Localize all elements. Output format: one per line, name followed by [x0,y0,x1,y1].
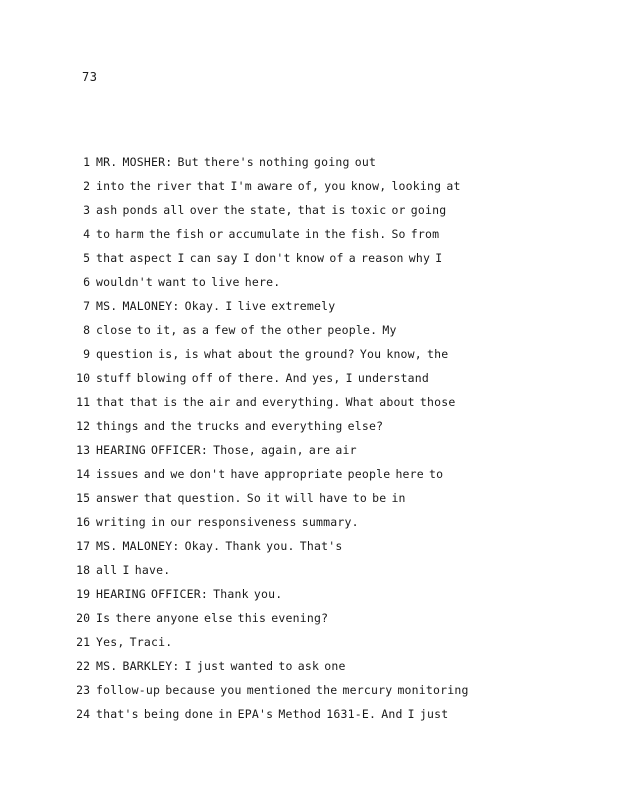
line-text: to harm the fish or accumulate in the fish. So from [96,227,440,241]
transcript-line [0,200,618,224]
line-text: that that is the air and everything. What about those [96,395,456,409]
transcript-line [0,416,618,440]
line-number: 12 [76,419,90,433]
line-number: 7 [83,299,90,313]
line-number: 17 [76,539,90,553]
line-number: 18 [76,563,90,577]
line-number: 19 [76,587,90,601]
line-number: 24 [76,707,90,721]
line-text: MS. MALONEY: Okay. Thank you. That's [96,539,343,553]
transcript-line [0,536,618,560]
line-text: question is, is what about the ground? You know, the [96,347,449,361]
transcript-line [0,704,618,728]
transcript-line [0,152,618,176]
transcript-line [0,656,618,680]
transcript-line [0,584,618,608]
transcript-line [0,320,618,344]
transcript-line [0,392,618,416]
line-text: things and the trucks and everything else? [96,419,384,433]
transcript-body [0,152,618,728]
line-text: answer that question. So it will have to be in [96,491,406,505]
line-text: stuff blowing off of there. And yes, I understand [96,371,430,385]
transcript-line [0,440,618,464]
line-number: 22 [76,659,90,673]
transcript-line [0,248,618,272]
line-number: 5 [83,251,90,265]
line-number: 20 [76,611,90,625]
line-text: that aspect I can say I don't know of a reason why I [96,251,443,265]
transcript-line [0,344,618,368]
transcript-line [0,488,618,512]
line-text: wouldn't want to live here. [96,275,281,289]
transcript-line [0,680,618,704]
line-text: that's being done in EPA's Method 1631-E. And I just [96,707,449,721]
line-text: close to it, as a few of the other people. My [96,323,397,337]
line-text: into the river that I'm aware of, you know, looking at [96,179,461,193]
line-text: HEARING OFFICER: Thank you. [96,587,283,601]
line-number: 3 [83,203,90,217]
line-number: 23 [76,683,90,697]
line-text: follow-up because you mentioned the mercury monitoring [96,683,469,697]
line-number: 6 [83,275,90,289]
page-number: 73 [82,70,98,84]
line-number: 14 [76,467,90,481]
line-text: MR. MOSHER: But there's nothing going out [96,155,377,169]
line-number: 15 [76,491,90,505]
transcript-line [0,368,618,392]
line-text: Is there anyone else this evening? [96,611,329,625]
transcript-line [0,512,618,536]
line-text: writing in our responsiveness summary. [96,515,359,529]
line-text: issues and we don't have appropriate people here to [96,467,444,481]
line-number: 9 [83,347,90,361]
transcript-line [0,608,618,632]
transcript-line [0,224,618,248]
line-text: all I have. [96,563,171,577]
line-text: MS. MALONEY: Okay. I live extremely [96,299,336,313]
transcript-line [0,464,618,488]
line-number: 1 [83,155,90,169]
line-number: 13 [76,443,90,457]
line-text: HEARING OFFICER: Those, again, are air [96,443,357,457]
line-number: 8 [83,323,90,337]
transcript-line [0,176,618,200]
transcript-line [0,296,618,320]
line-number: 10 [76,371,90,385]
line-number: 2 [83,179,90,193]
transcript-line [0,272,618,296]
line-text: ash ponds all over the state, that is toxic or going [96,203,447,217]
transcript-line [0,560,618,584]
line-number: 4 [83,227,90,241]
line-number: 16 [76,515,90,529]
line-number: 11 [76,395,90,409]
line-number: 21 [76,635,90,649]
line-text: Yes, Traci. [96,635,173,649]
line-text: MS. BARKLEY: I just wanted to ask one [96,659,346,673]
transcript-line [0,632,618,656]
